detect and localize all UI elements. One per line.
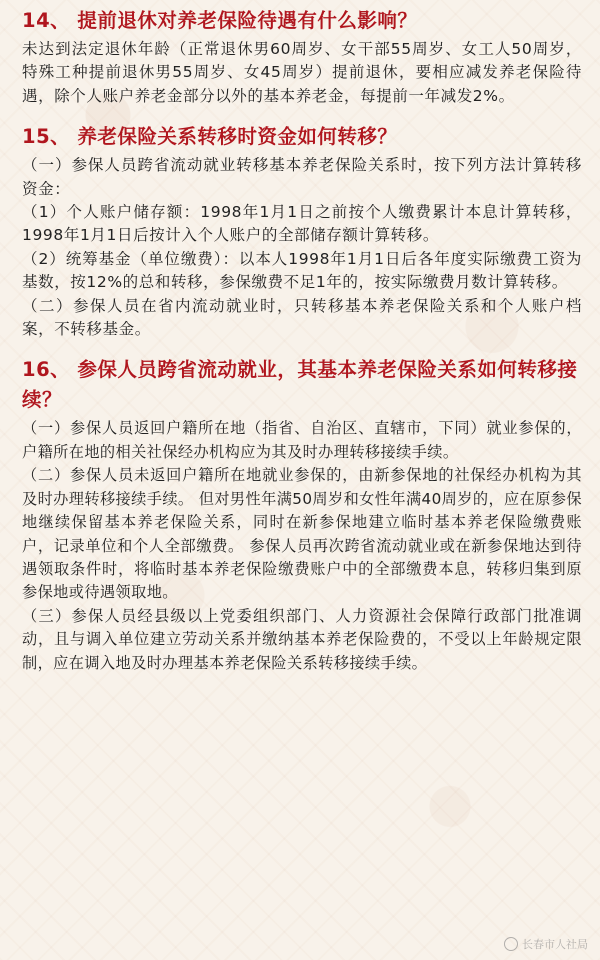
section-16 (22, 355, 582, 674)
watermark (504, 936, 588, 952)
wechat-icon (504, 937, 518, 951)
section-heading: 16、 参保人员跨省流动就业，其基本养老保险关系如何转移接续？ (22, 358, 578, 412)
section-paragraph: （三）参保人员经县级以上党委组织部门、人力资源社会保障行政部门批准调动，且与调入单位建立劳动关系并缴纳基本养老保险费的，不受以上年龄规定限制，应在调入地及时办理基本养老保险关系转移接续手续。 (22, 606, 582, 672)
section-paragraph: （2）统筹基金（单位缴费）：以本人1998年1月1日后各年度实际缴费工资为基数，按12%的总和转移，参保缴费不足1年的，按实际缴费月数计算转移。 (22, 249, 582, 292)
document-body (22, 6, 582, 689)
section-heading: 14、 提前退休对养老保险待遇有什么影响？ (22, 9, 418, 32)
section-paragraph: 未达到法定退休年龄（正常退休男60周岁、女干部55周岁、女工人50周岁，特殊工种提前退休男55周岁、女45周岁）提前退休，要相应减发养老保险待遇，除个人账户养老金部分以外的基本养老金，每提前一年减发2%。 (22, 40, 582, 105)
section-14 (22, 6, 582, 108)
section-paragraph: （二）参保人员未返回户籍所在地就业参保的，由新参保地的社保经办机构为其及时办理转移接续手续。 但对男性年满50周岁和女性年满40周岁的，应在原参保地继续保留基本养老保险关系，同时在新参保地建立临时基本养老保险缴费账户，记录单位和个人全部缴费。 参保人员再次跨省流动就业或在新参保地达到待遇领取条件时，将临时基本养老保险缴费账户中的全部缴费本息，转移归集到原参保地或待遇领取地。 (22, 466, 582, 602)
section-15 (22, 122, 582, 341)
section-paragraph: （1）个人账户储存额：1998年1月1日之前按个人缴费累计本息计算转移，1998年1月1日后按计入个人账户的全部储存额计算转移。 (22, 203, 582, 245)
section-heading: 15、 养老保险关系转移时资金如何转移？ (22, 125, 398, 149)
section-paragraph: （一）参保人员跨省流动就业转移基本养老保险关系时，按下列方法计算转移资金： (22, 156, 582, 198)
section-paragraph: （二）参保人员在省内流动就业时，只转移基本养老保险关系和个人账户档案，不转移基金。 (22, 296, 582, 339)
watermark-text: 长春市人社局 (522, 938, 588, 951)
section-paragraph: （一）参保人员返回户籍所在地（指省、自治区、直辖市，下同）就业参保的，户籍所在地的相关社保经办机构应为其及时办理转移接续手续。 (22, 419, 582, 461)
